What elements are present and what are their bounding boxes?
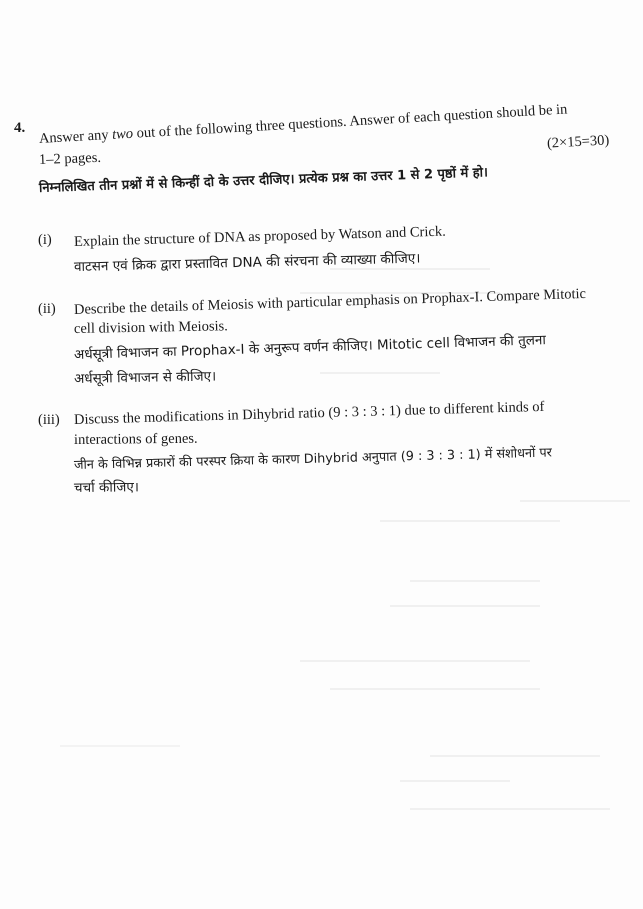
bleed-through-decoration xyxy=(330,688,540,690)
bleed-through-decoration xyxy=(330,268,490,270)
part-text-en-line2: interactions of genes. xyxy=(73,430,198,448)
bleed-through-decoration xyxy=(410,808,610,810)
question-intro-hi: निम्नलिखित तीन प्रश्नों में से किन्हीं दो के उत्तर दीजिए। प्रत्येक प्रश्न का उत्तर 1 से 2 पृष्ठों में हो। xyxy=(38,165,489,196)
part-text-hi: अर्धसूत्री विभाजन का Prophax-I के अनुरूप वर्णन कीजिए। Mitotic cell विभाजन की तुलना xyxy=(73,332,547,363)
part-text-en-line2: cell division with Meiosis. xyxy=(73,318,228,337)
part-text-en: Describe the details of Meiosis with particular emphasis on Prophax-I. Compare Mitotic xyxy=(73,285,587,318)
bleed-through-decoration xyxy=(520,500,630,502)
question-intro-en-line2: 1–2 pages. xyxy=(38,149,102,168)
bleed-through-decoration xyxy=(430,755,600,757)
bleed-through-decoration xyxy=(380,520,560,522)
part-label: (i) xyxy=(38,232,52,248)
part-text-hi-line2: अर्धसूत्री विभाजन से कीजिए। xyxy=(73,368,217,387)
question-intro-en xyxy=(39,101,568,148)
intro-text-italic: two xyxy=(111,125,134,143)
bleed-through-decoration xyxy=(410,580,540,582)
part-text-hi: जीन के विभिन्न प्रकारों की परस्पर क्रिया के कारण Dihybrid अनुपात (9 : 3 : 3 : 1) में संशोधनों पर xyxy=(73,445,553,473)
part-label: (iii) xyxy=(38,412,60,428)
part-label: (ii) xyxy=(38,301,56,317)
part-text-en: Explain the structure of DNA as proposed by Watson and Crick. xyxy=(73,223,446,250)
intro-text-part1: Answer any xyxy=(38,126,113,147)
bleed-through-decoration xyxy=(390,605,540,607)
bleed-through-decoration xyxy=(60,745,180,747)
part-text-hi-line2: चर्चा कीजिए। xyxy=(73,479,139,496)
intro-text-part2: out of the following three questions. Answer of each question should be in xyxy=(132,101,568,142)
bleed-through-decoration xyxy=(300,660,530,662)
part-text-hi: वाटसन एवं क्रिक द्वारा प्रस्तावित DNA की संरचना की व्याख्या कीजिए। xyxy=(73,250,421,275)
bleed-through-decoration xyxy=(320,372,440,374)
marks-allocation: (2×15=30) xyxy=(546,132,610,152)
question-number: 4. xyxy=(14,120,26,136)
bleed-through-decoration xyxy=(400,780,510,782)
part-text-en: Discuss the modifications in Dihybrid ratio (9 : 3 : 3 : 1) due to different kinds of xyxy=(73,398,545,428)
